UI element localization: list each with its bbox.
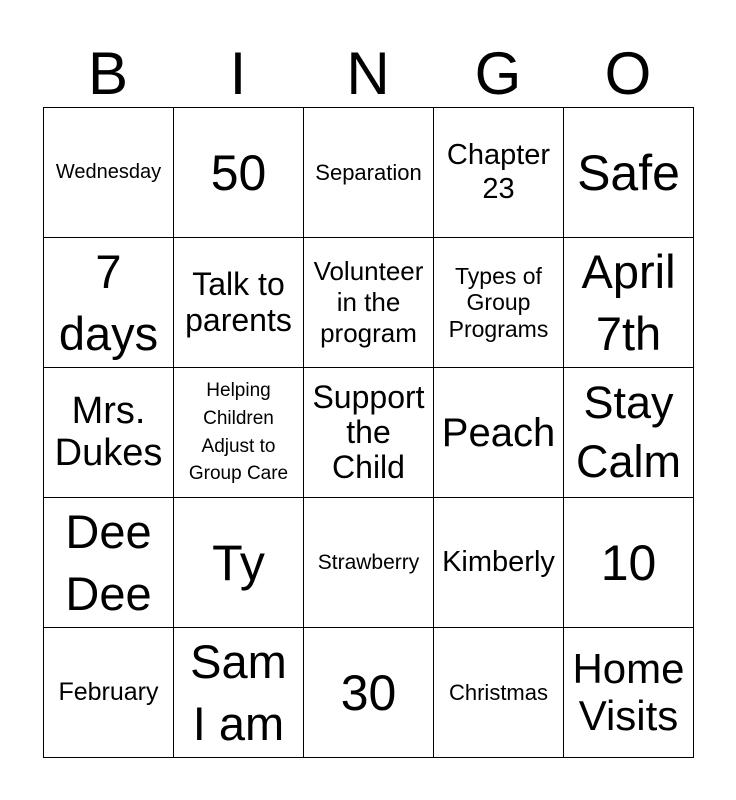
cell-text: April 7th bbox=[581, 245, 676, 360]
cell-text: Separation bbox=[315, 159, 422, 185]
bingo-cell[interactable] bbox=[44, 628, 174, 758]
bingo-cell[interactable] bbox=[564, 368, 694, 498]
bingo-cell[interactable] bbox=[174, 238, 304, 368]
cell-text: Volunteer in the program bbox=[313, 255, 424, 349]
header-letter-i: I bbox=[229, 40, 247, 107]
cell-text: Christmas bbox=[448, 679, 548, 705]
bingo-cell[interactable] bbox=[174, 628, 304, 758]
cell-text: February bbox=[58, 678, 159, 707]
cell-text: 10 bbox=[600, 534, 657, 591]
bingo-card-grid bbox=[43, 107, 694, 758]
bingo-cell[interactable] bbox=[434, 368, 564, 498]
cell-text: 30 bbox=[340, 664, 397, 721]
bingo-cell[interactable] bbox=[44, 368, 174, 498]
cell-text: 7 days bbox=[58, 245, 159, 360]
bingo-cell[interactable] bbox=[434, 498, 564, 628]
bingo-cell[interactable] bbox=[174, 108, 304, 238]
cell-text: Mrs. Dukes bbox=[54, 389, 163, 474]
header-letter-n: N bbox=[346, 40, 390, 107]
cell-text: Home Visits bbox=[572, 645, 685, 739]
cell-text: Wednesday bbox=[55, 161, 162, 183]
bingo-cell[interactable] bbox=[434, 238, 564, 368]
bingo-cell[interactable] bbox=[564, 238, 694, 368]
cell-text: Helping Children Adjust to Group Care bbox=[188, 380, 289, 485]
bingo-cell[interactable] bbox=[174, 368, 304, 498]
cell-text: Safe bbox=[577, 144, 680, 201]
bingo-cell[interactable] bbox=[304, 368, 434, 498]
cell-text: Talk to parents bbox=[185, 266, 292, 338]
cell-text: Support the Child bbox=[312, 378, 425, 486]
cell-text: Peach bbox=[441, 410, 556, 455]
bingo-cell[interactable] bbox=[564, 498, 694, 628]
bingo-cell[interactable] bbox=[44, 498, 174, 628]
header-letter-o: O bbox=[604, 40, 652, 107]
cell-text: Stay Calm bbox=[575, 377, 681, 487]
cell-text: Sam I am bbox=[190, 635, 287, 750]
bingo-header bbox=[43, 40, 693, 108]
bingo-cell[interactable] bbox=[174, 498, 304, 628]
cell-text: 50 bbox=[210, 144, 267, 201]
cell-text: Dee Dee bbox=[65, 505, 152, 620]
bingo-cell[interactable] bbox=[304, 628, 434, 758]
bingo-cell[interactable] bbox=[564, 108, 694, 238]
bingo-cell[interactable] bbox=[304, 238, 434, 368]
header-letter-g: G bbox=[474, 40, 522, 107]
bingo-cell[interactable] bbox=[44, 238, 174, 368]
bingo-cell[interactable] bbox=[434, 628, 564, 758]
header-letter-b: B bbox=[87, 40, 129, 107]
bingo-cell[interactable] bbox=[434, 108, 564, 238]
bingo-cell[interactable] bbox=[564, 628, 694, 758]
bingo-cell[interactable] bbox=[304, 108, 434, 238]
cell-text: Types of Group Programs bbox=[448, 262, 549, 342]
cell-text: Chapter 23 bbox=[446, 139, 551, 205]
bingo-cell[interactable] bbox=[304, 498, 434, 628]
bingo-cell[interactable] bbox=[44, 108, 174, 238]
cell-text: Ty bbox=[212, 534, 265, 591]
cell-text: Kimberly bbox=[442, 545, 555, 578]
cell-text: Strawberry bbox=[317, 550, 420, 574]
